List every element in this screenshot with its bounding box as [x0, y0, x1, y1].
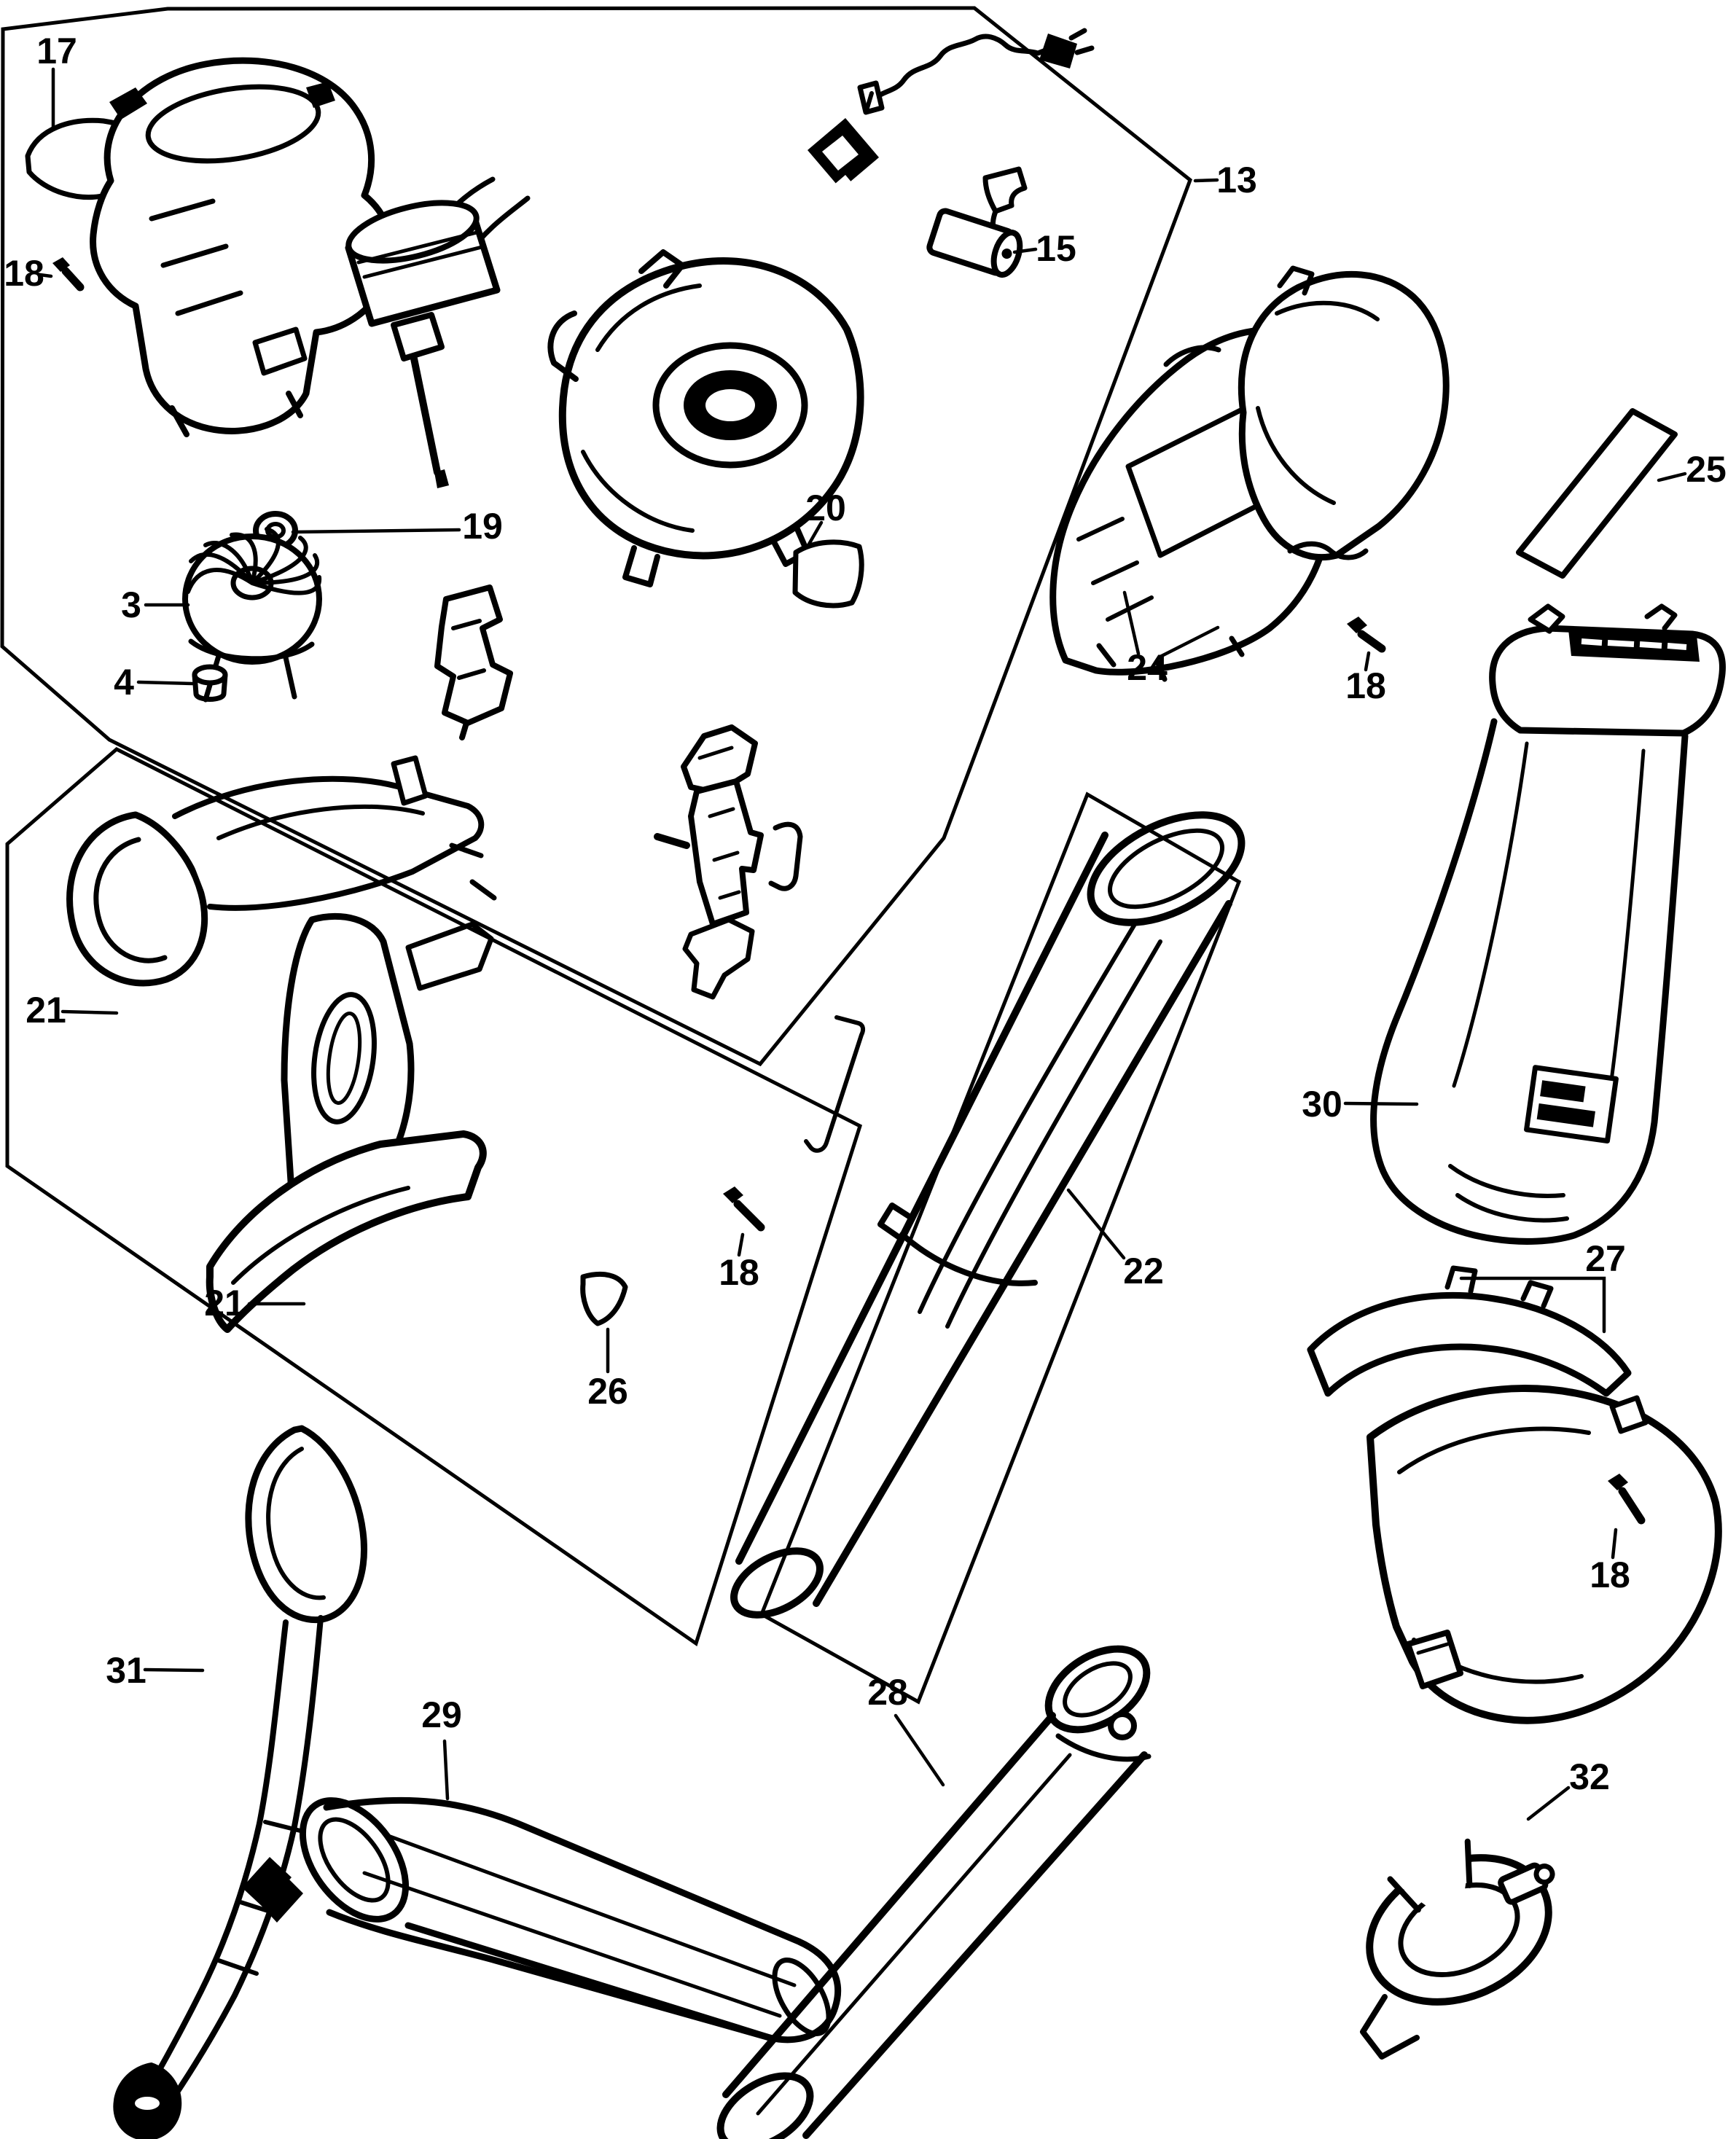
part-number-text: 20 [805, 488, 846, 528]
part-30-collection-bag [1374, 606, 1723, 1241]
leader-line [293, 530, 459, 532]
part-label-18 [719, 1235, 759, 1293]
part-label-22 [1068, 1190, 1164, 1291]
part-32-collar-clamp [1342, 1820, 1571, 2057]
part-number-text: 13 [1216, 160, 1257, 200]
part-number-text: 24 [1127, 647, 1168, 688]
part-26-wedge [583, 1274, 625, 1323]
part-number-text: 30 [1302, 1084, 1342, 1125]
part-21-handle-half-lower [210, 1134, 483, 1329]
part-label-29 [421, 1694, 462, 1799]
part-number-text: 27 [1585, 1238, 1626, 1279]
part-number-text: 4 [114, 662, 134, 703]
part-cable-clamp-set [657, 727, 863, 1151]
part-cordset-wire [860, 31, 1092, 112]
part-number-text: 18 [1345, 665, 1386, 706]
part-31-shoulder-strap [113, 1428, 364, 2139]
leader-line [445, 1741, 447, 1799]
part-label-18 [1345, 653, 1386, 706]
group-box-22 [762, 794, 1239, 1702]
part-label-26 [587, 1329, 628, 1412]
part-15-cord-retainer [928, 169, 1025, 278]
part-18-screw-by-handle [723, 1186, 761, 1227]
part-label-25 [1659, 449, 1727, 490]
part-number-text: 21 [204, 1283, 245, 1323]
leader-line [896, 1716, 943, 1785]
part-number-text: 18 [4, 253, 44, 294]
part-number-text: 3 [121, 584, 141, 625]
part-number-text: 26 [587, 1371, 628, 1412]
part-number-text: 18 [1590, 1555, 1630, 1595]
black-decker-logo-patch [1527, 1068, 1616, 1141]
part-label-18 [4, 253, 51, 294]
part-24-housing-half-right [1241, 268, 1446, 558]
part-number-text: 17 [36, 31, 77, 71]
part-number-text: 32 [1569, 1756, 1610, 1797]
part-22-upper-tube [724, 793, 1259, 1628]
part-support-bracket [437, 587, 510, 738]
part-number-text: 22 [1123, 1251, 1164, 1291]
part-label-19 [293, 506, 503, 547]
part-label-31 [106, 1650, 203, 1691]
part-18-screw-upper-left [52, 257, 80, 287]
part-label-32 [1528, 1756, 1610, 1819]
leader-line [63, 1012, 117, 1013]
part-number-text: 29 [421, 1694, 462, 1735]
part-number-text: 15 [1036, 228, 1076, 269]
part-switch [808, 118, 879, 192]
part-18-screw-by-24 [1347, 617, 1382, 649]
part-4-fan-nut [195, 667, 225, 700]
leader-line [1659, 474, 1685, 480]
part-label-13 [1195, 160, 1257, 200]
leader-line [1345, 1103, 1417, 1104]
part-20-flap [795, 542, 861, 606]
part-label-3 [121, 584, 188, 625]
leader-line [1195, 180, 1217, 181]
leader-line [1528, 1788, 1568, 1819]
part-label-30 [1302, 1084, 1417, 1125]
part-label-17 [36, 31, 77, 128]
part-motor-armature [343, 179, 528, 488]
part-number-text: 18 [719, 1252, 759, 1293]
part-number-text: 25 [1686, 449, 1727, 490]
part-25-strip [1519, 411, 1675, 576]
leader-line [138, 682, 192, 684]
part-28-lower-tube [708, 1632, 1161, 2139]
part-label-15 [1014, 228, 1076, 269]
part-27-door-assembly [1310, 1268, 1719, 1721]
part-number-text: 21 [26, 990, 66, 1031]
part-label-21 [26, 990, 117, 1031]
part-label-20 [805, 488, 846, 547]
part-label-28 [867, 1672, 943, 1785]
part-29-flat-nozzle [282, 1782, 840, 2043]
drawing-layer [28, 31, 1722, 2139]
part-label-4 [114, 662, 192, 703]
part-number-text: 31 [106, 1650, 146, 1691]
part-number-text: 28 [867, 1672, 908, 1713]
part-number-text: 19 [462, 506, 503, 547]
